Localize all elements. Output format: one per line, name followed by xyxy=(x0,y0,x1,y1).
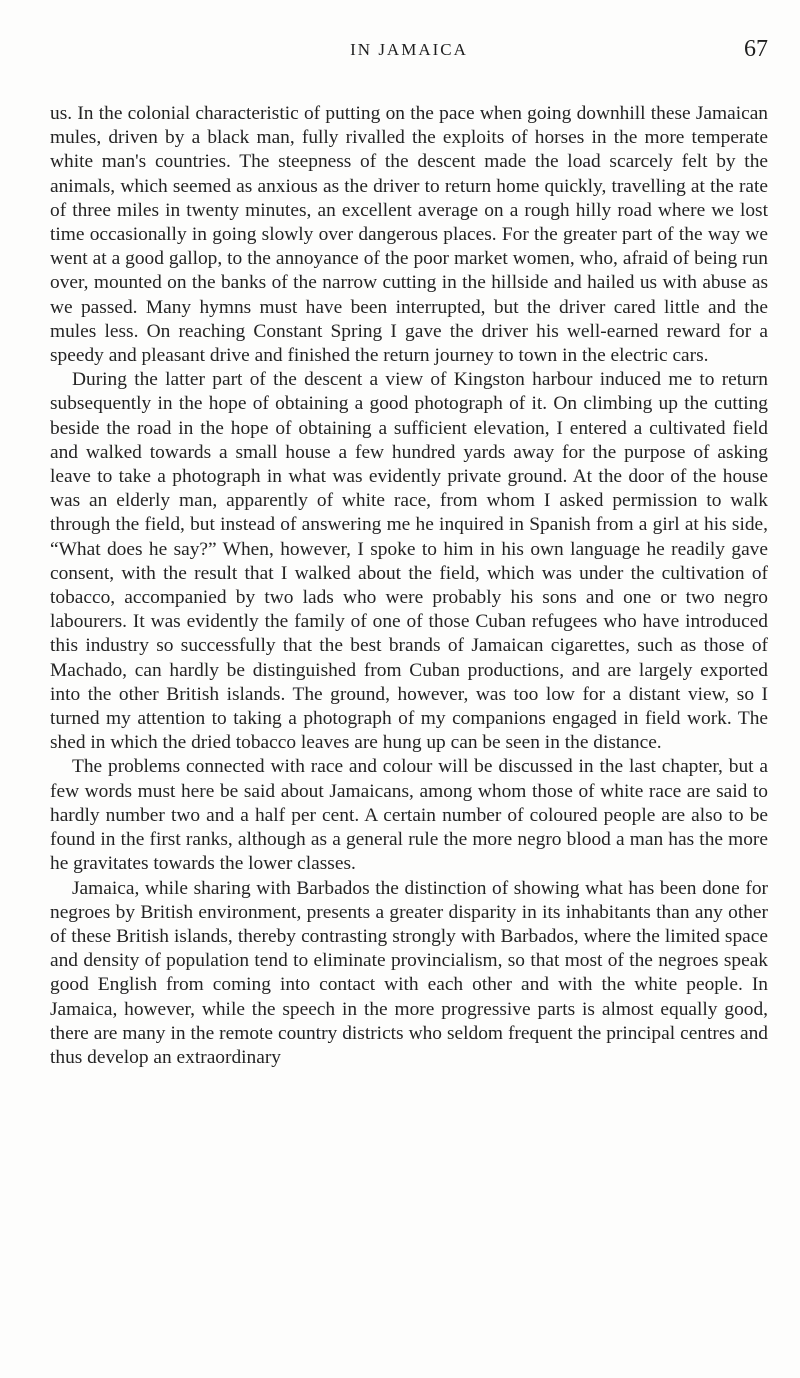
paragraph-race-and-colour: The problems connected with race and colour will be discussed in the last chapter, but a few words must here be said about Jamaicans, among whom those of white race are said to hardly number two and a half per cent. A certain number of coloured people are also to be found in the first ranks, although as a general rule the more negro blood a man has the more he gravitates towards the lower classes. xyxy=(50,756,768,875)
page-number: 67 xyxy=(744,36,768,62)
paragraph-mule-descent: us. In the colonial characteristic of putting on the pace when going downhill these Jamaican mules, driven by a black man, fully rivalled the exploits of horses in the more temperate white man's countries. The steepness of the descent made the load scarcely felt by the animals, which seemed as anxious as the driver to return home quickly, travelling at the rate of three miles in twenty minutes, an excellent average on a rough hilly road where we lost time occasionally in going slowly over dangerous places. For the greater part of the way we went at a good gallop, to the annoyance of the poor market women, who, afraid of being run over, mounted on the banks of the narrow cutting in the hillside and hailed us with abuse as we passed. Many hymns must have been interrupted, but the driver cared little and the mules less. On reaching Constant Spring I gave the driver his well-earned reward for a speedy and pleasant drive and finished the return journey to town in the electric cars. xyxy=(50,103,768,367)
running-head xyxy=(50,36,768,80)
body-text xyxy=(50,102,768,1070)
paragraph-kingston-harbour: During the latter part of the descent a view of Kingston harbour induced me to return subsequently in the hope of obtaining a good photograph of it. On climbing up the cutting beside the road in the hope of obtaining a sufficient elevation, I entered a cultivated field and walked towards a small house a few hundred yards away for the purpose of asking leave to take a photograph in what was evidently private ground. At the door of the house was an elderly man, apparently of white race, from whom I asked permission to walk through the field, but instead of answering me he inquired in Spanish from a girl at his side, “What does he say?” When, however, I spoke to him in his own language he readily gave consent, with the result that I walked about the field, which was under the cultivation of tobacco, accompanied by two lads who were probably his sons and one or two negro labourers. It was evidently the family of one of those Cuban refugees who have introduced this industry so successfully that the best brands of Jamaican cigarettes, such as those of Machado, can hardly be distinguished from Cuban productions, and are largely exported into the other British islands. The ground, however, was too low for a distant view, so I turned my attention to taking a photograph of my companions engaged in field work. The shed in which the dried tobacco leaves are hung up can be seen in the distance. xyxy=(50,369,768,754)
running-title: IN JAMAICA xyxy=(350,40,468,59)
paragraph-jamaica-barbados: Jamaica, while sharing with Barbados the distinction of showing what has been done for negroes by British environment, presents a greater disparity in its inhabitants than any other of these British islands, thereby contrasting strongly with Barbados, where the limited space and density of population tend to eliminate provincialism, so that most of the negroes speak good English from coming into contact with each other and with the white people. In Jamaica, however, while the speech in the more progressive parts is almost equally good, there are many in the remote country districts who seldom frequent the principal centres and thus develop an extraordinary xyxy=(50,877,768,1068)
